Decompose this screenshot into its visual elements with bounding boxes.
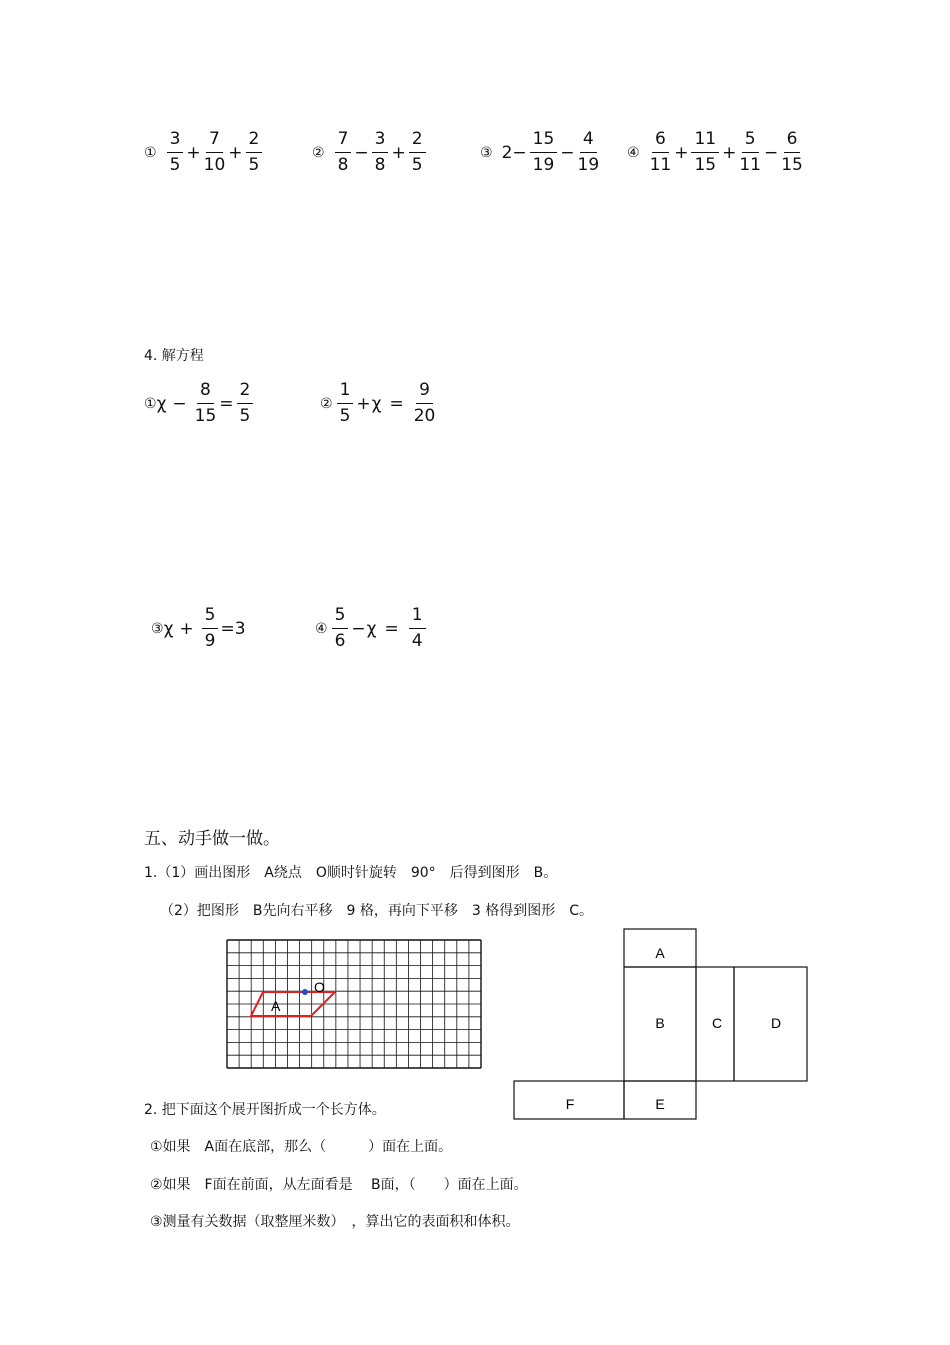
point-o [302,989,308,995]
label-o: O [314,979,325,995]
item-number: ② [312,144,325,161]
grid-lines [227,940,481,1068]
operator: + [179,618,194,639]
cuboid-net [513,928,811,1122]
variable: χ [163,618,174,639]
operator: + [674,142,689,163]
operator: + [722,142,737,163]
equation-1 [144,382,255,425]
calc-expression-3 [480,131,601,174]
calc-expression-2 [312,131,428,174]
fraction: $\frac{2}{5}$ [409,131,426,174]
fraction: $\frac{8}{15}$ [194,380,217,426]
label-a: A [271,998,281,1014]
fraction: $\frac{7}{10}$ [203,129,226,175]
equals: = [219,393,234,414]
fraction: $\frac{3}{5}$ [167,131,184,174]
question-1-part-2: （2）把图形 B先向右平移 9 格，再向下平移 3 格得到图形 C。 [160,903,594,919]
item-number: ④ [315,620,328,637]
fraction: $\frac{3}{8}$ [372,131,389,174]
fraction: $\frac{2}{5}$ [237,382,254,425]
calc-expression-1 [144,131,264,174]
face-label-f: F [565,1096,575,1112]
operator: + [186,142,201,163]
question-2-item-3: ③测量有关数据（取整厘米数） ，算出它的表面积和体积。 [150,1214,520,1230]
question-2: 2. 把下面这个展开图折成一个长方体。 [144,1102,386,1118]
question-2-item-2: ②如果 F面在前面，从左面看是 B面，（ ）面在上面。 [150,1177,528,1193]
fraction: $\frac{9}{20}$ [413,380,436,426]
operator: + [228,142,243,163]
operator: − [560,142,575,163]
variable: χ [156,393,167,414]
variable: χ [366,618,377,639]
item-number: ① [144,395,157,412]
section-5-title: 五、动手做一做。 [144,829,280,849]
question-2-item-1: ①如果 A面在底部，那么（ ）面在上面。 [150,1139,453,1155]
face-label-d: D [770,1015,782,1031]
operator: − [354,142,369,163]
item-number: ② [320,395,333,412]
fraction: $\frac{4}{19}$ [577,129,600,175]
calc-expression-4 [627,131,805,174]
fraction: $\frac{5}{9}$ [202,607,219,650]
equals: = [384,618,399,639]
fraction: $\frac{6}{11}$ [649,129,672,175]
face-label-e: E [655,1096,665,1112]
item-number: ① [144,144,157,161]
face-label-b: B [655,1015,665,1031]
operator: − [351,618,366,639]
grid-figure [225,938,483,1070]
leading-term: 2− [501,142,527,163]
question-1-part-1: 1.（1）画出图形 A绕点 O顺时针旋转 90° 后得到图形 B。 [144,865,558,881]
item-number: ③ [480,144,493,161]
operator: + [391,142,406,163]
face-label-c: C [711,1015,723,1031]
variable: χ [371,393,382,414]
fraction: $\frac{5}{11}$ [739,129,761,175]
operator: − [172,393,187,414]
face-label-a: A [655,945,665,961]
fraction: $\frac{1}{4}$ [409,607,426,650]
fraction: $\frac{11}{15}$ [691,131,719,174]
fraction: $\frac{2}{5}$ [246,131,263,174]
equals: = [389,393,404,414]
operator: + [356,393,371,414]
fraction: $\frac{7}{8}$ [335,131,352,174]
fraction: $\frac{1}{5}$ [337,382,354,425]
item-number: ④ [627,144,640,161]
equation-3 [151,607,246,650]
operator: − [763,142,779,163]
fraction: $\frac{6}{15}$ [781,129,803,175]
equation-4 [315,607,428,650]
item-number: ③ [151,620,164,637]
equation-rest: =3 [220,618,246,639]
equation-2 [320,382,437,425]
fraction: $\frac{5}{6}$ [332,607,349,650]
fraction: $\frac{15}{19}$ [530,131,558,174]
section-4-title: 4. 解方程 [144,348,204,364]
